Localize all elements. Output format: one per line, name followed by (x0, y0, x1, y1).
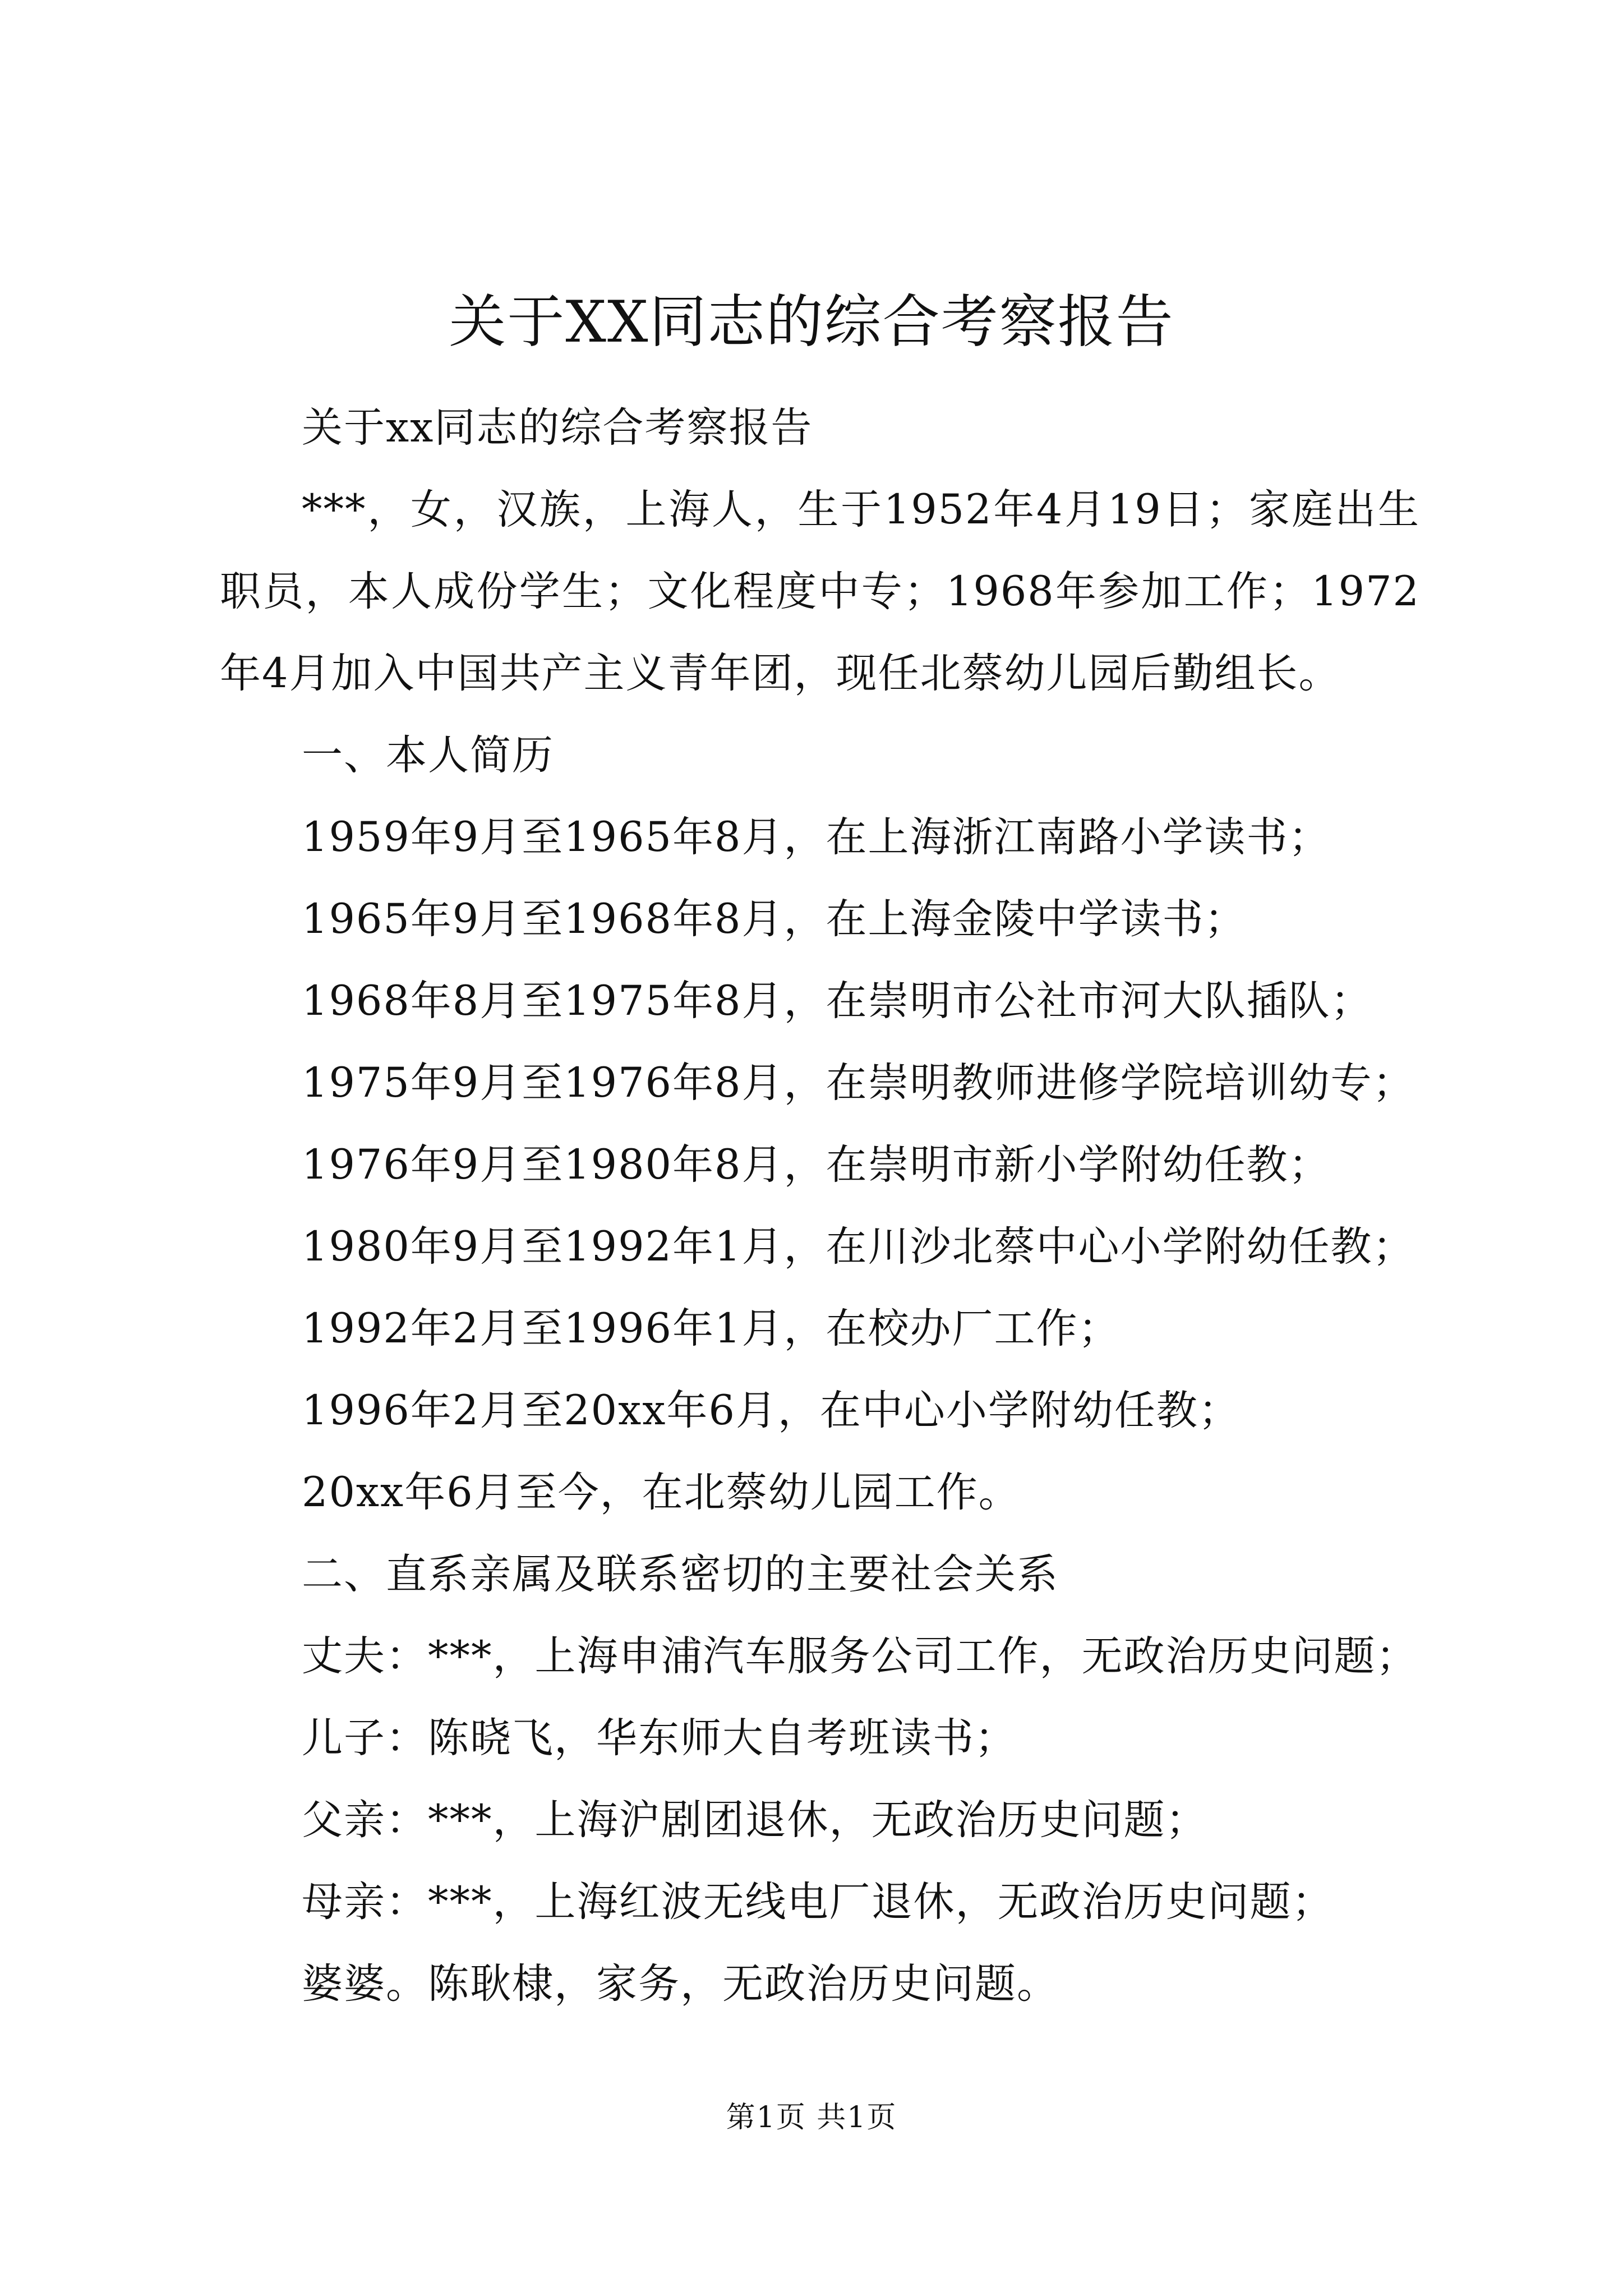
resume-item: 1965年9月至1968年8月，在上海金陵中学读书； (302, 895, 1247, 943)
resume-item: 1959年9月至1965年8月，在上海浙江南路小学读书； (302, 813, 1331, 861)
document-title: 关于XX同志的综合考察报告 (449, 289, 1174, 356)
relation-item: 父亲：***，上海沪剧团退休，无政治历史问题； (302, 1796, 1208, 1844)
relation-item: 母亲：***，上海红波无线电厂退休，无政治历史问题； (302, 1878, 1334, 1926)
resume-item: 1975年9月至1976年8月，在崇明教师进修学院培训幼专； (302, 1059, 1415, 1107)
relation-item: 婆婆。陈耿棣，家务，无政治历史问题。 (302, 1960, 1059, 2008)
resume-item: 1992年2月至1996年1月，在校办厂工作； (302, 1305, 1121, 1352)
resume-item: 1980年9月至1992年1月，在川沙北蔡中心小学附幼任教； (302, 1223, 1415, 1271)
intro-paragraph: ***，女，汉族，上海人，生于1952年4月19日；家庭出生职员，本人成份学生；文化程度中专；1968年参加工作；1972年4月加入中国共产主义青年团，现任北蔡幼儿园后勤组长。 (220, 486, 1420, 697)
resume-item: 1996年2月至20xx年6月，在中心小学附幼任教； (302, 1387, 1241, 1434)
relation-item: 丈夫：***，上海申浦汽车服务公司工作，无政治历史问题； (302, 1632, 1418, 1680)
relation-item: 儿子：陈晓飞，华东师大自考班读书； (302, 1714, 1017, 1762)
section-heading-relations: 二、直系亲属及联系密切的主要社会关系 (302, 1550, 1059, 1598)
document-body (220, 387, 1420, 2025)
document-subtitle: 关于xx同志的综合考察报告 (302, 404, 813, 452)
resume-item: 20xx年6月至今，在北蔡幼儿园工作。 (302, 1469, 1021, 1516)
section-heading-resume: 一、本人简历 (302, 731, 554, 779)
resume-item: 1976年9月至1980年8月，在崇明市新小学附幼任教； (302, 1141, 1331, 1189)
page-footer: 第1页 共1页 (726, 2101, 897, 2134)
resume-item: 1968年8月至1975年8月，在崇明市公社市河大队插队； (302, 977, 1373, 1025)
